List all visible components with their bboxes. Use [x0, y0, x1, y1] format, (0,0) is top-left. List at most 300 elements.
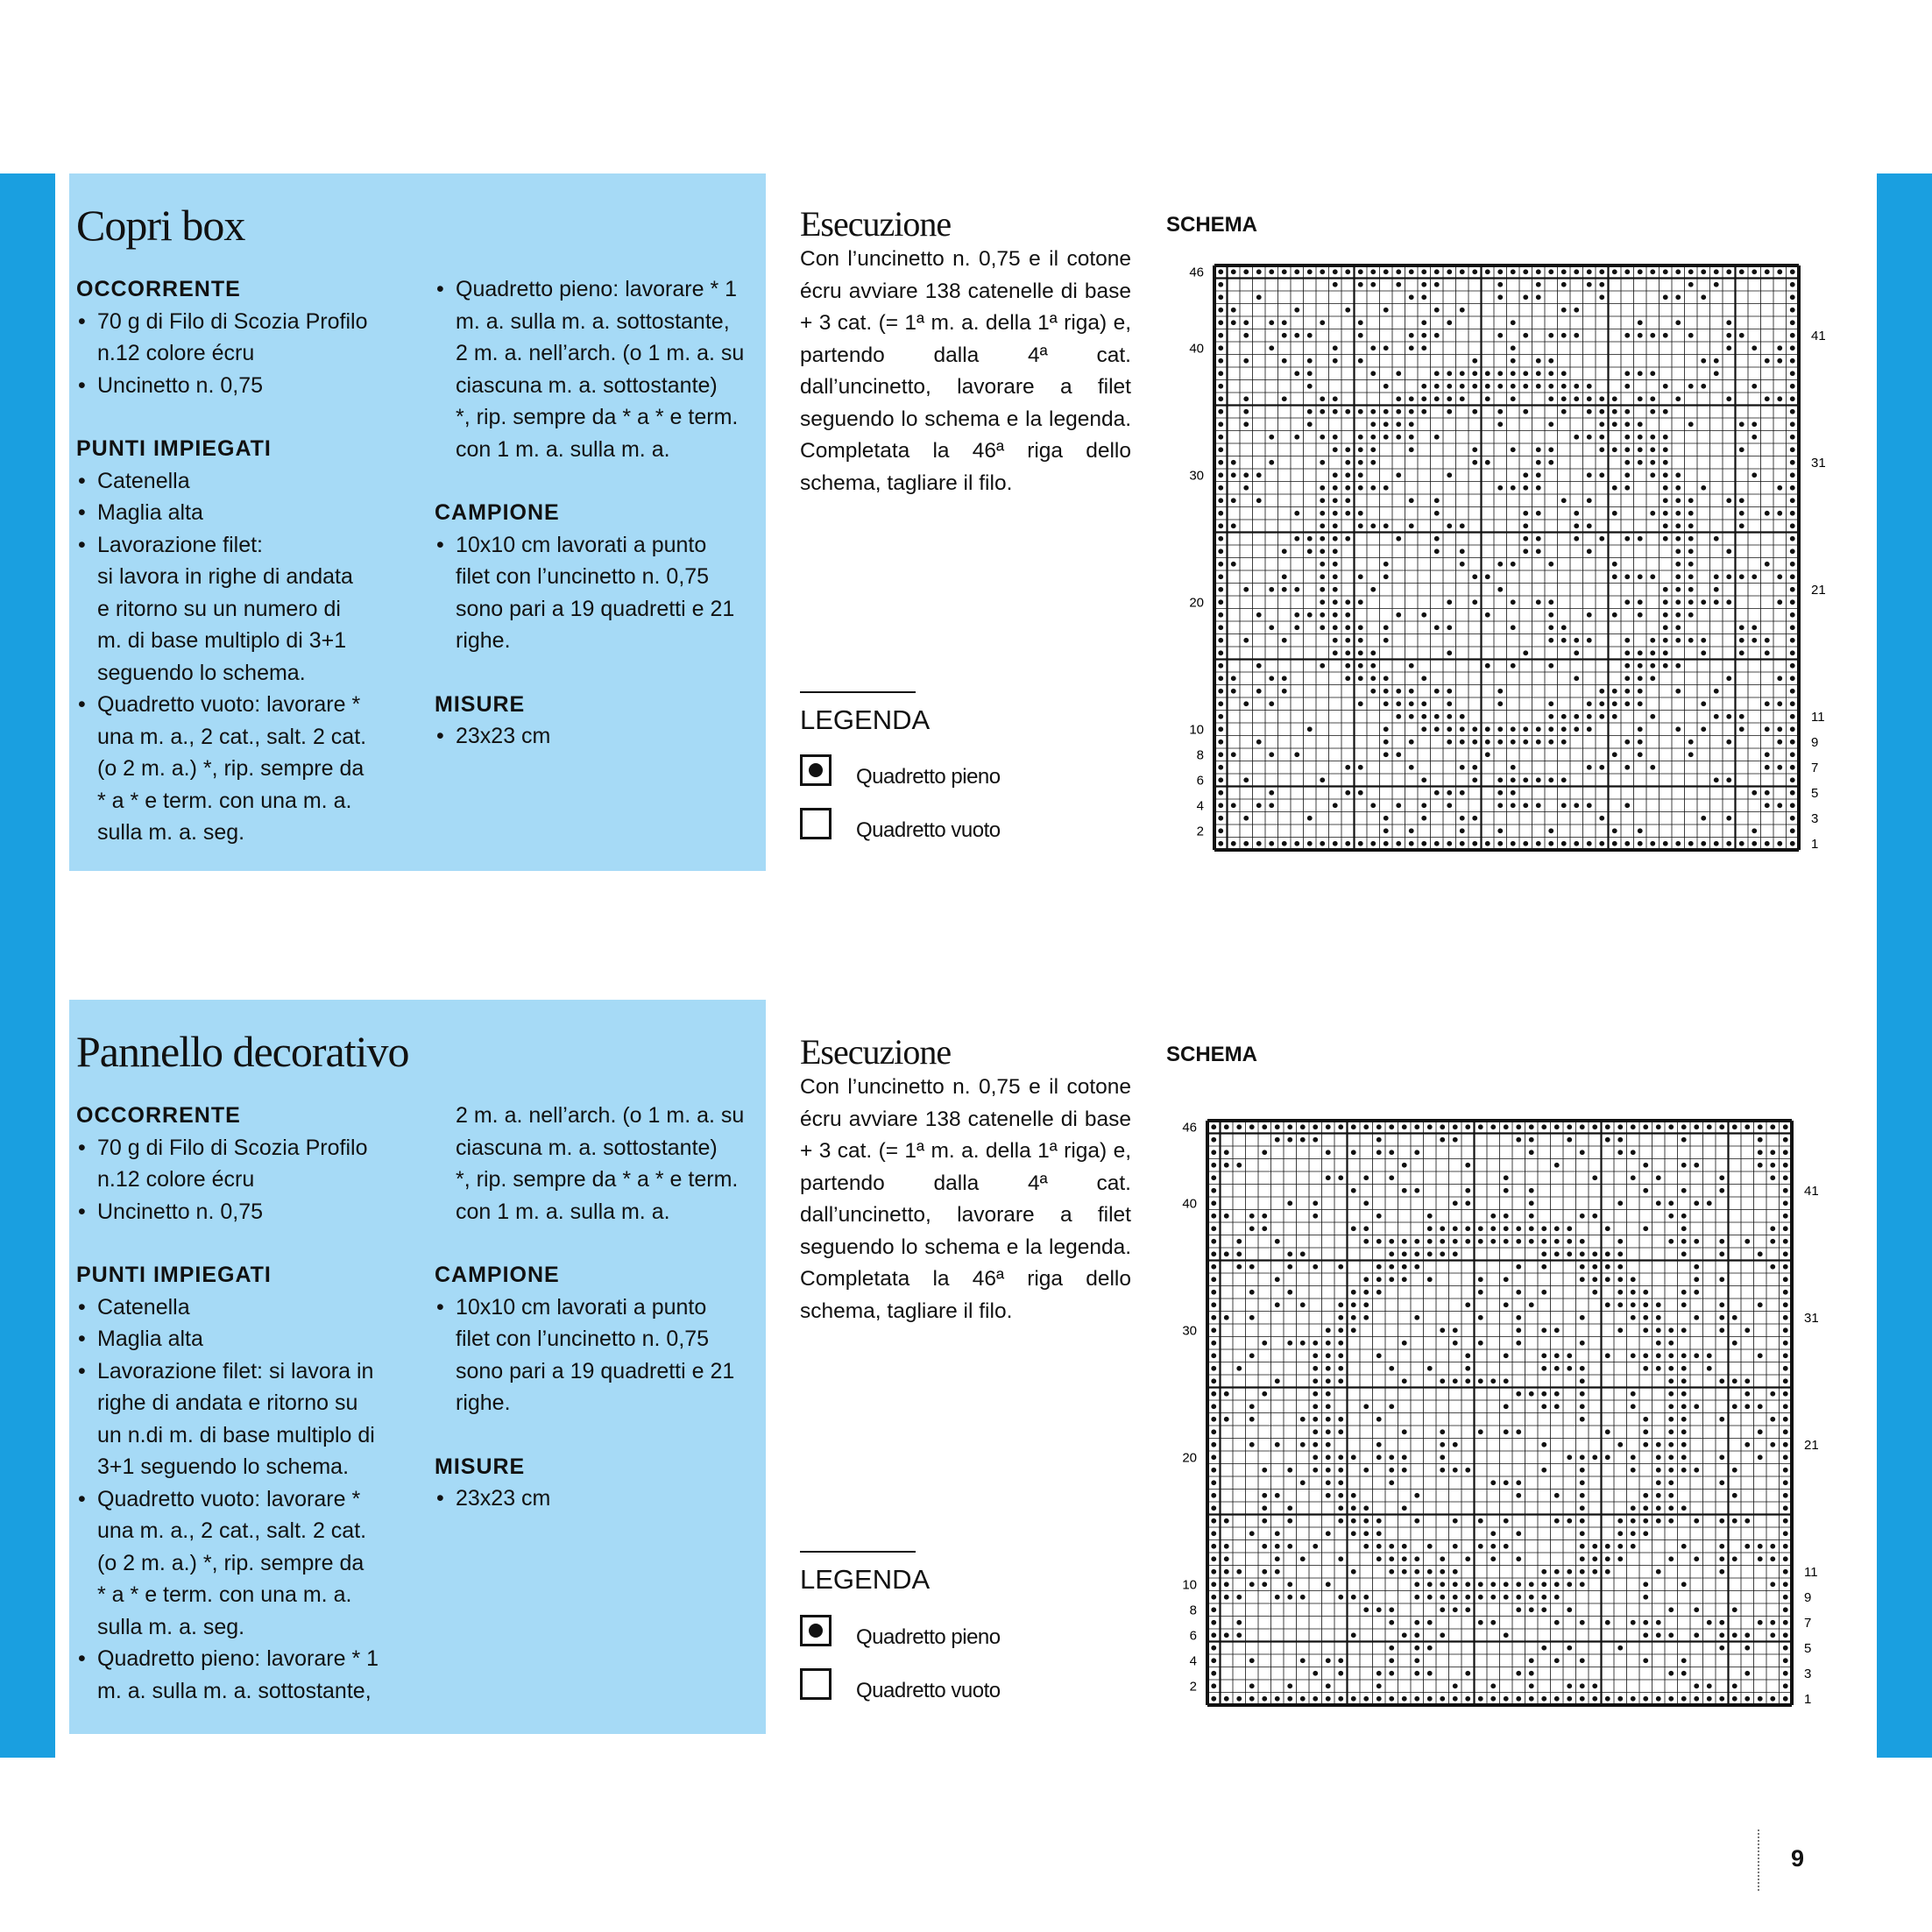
filled-square-dot [1580, 1468, 1585, 1473]
filled-square-dot [1414, 1645, 1419, 1651]
filled-square-dot [1236, 1264, 1242, 1270]
filled-square-dot [1541, 1290, 1546, 1295]
list-item: e ritorno su un numero di [97, 596, 341, 621]
filled-square-dot [1485, 460, 1490, 465]
filled-square-dot [1643, 1582, 1648, 1587]
list-item: • Uncinetto n. 0,75 [76, 1196, 409, 1228]
filled-square-dot [1790, 638, 1795, 643]
filled-square-dot [1275, 1595, 1280, 1600]
filled-square-dot [1338, 1378, 1343, 1384]
filled-square-dot [1694, 1124, 1699, 1129]
filled-square-dot [1409, 421, 1414, 427]
filled-square-dot [1414, 1569, 1419, 1575]
filled-square-dot [1396, 421, 1401, 427]
filled-square-dot [1567, 1239, 1572, 1244]
legend-empty-label-2: Quadretto vuoto [856, 1679, 1001, 1702]
filled-square-dot [1275, 1302, 1280, 1307]
filled-square-dot [1333, 638, 1338, 643]
filled-square-dot [1421, 612, 1426, 618]
filled-square-dot [1370, 803, 1376, 808]
filled-square-dot [1587, 612, 1592, 618]
filled-square-dot [1236, 1239, 1242, 1244]
filled-square-dot [1231, 320, 1236, 325]
filled-square-dot [1218, 485, 1223, 491]
filled-square-dot [1497, 371, 1503, 376]
filled-square-dot [1409, 523, 1414, 528]
filled-square-dot [1587, 498, 1592, 503]
filled-square-dot [1282, 587, 1287, 592]
filled-square-dot [1529, 1671, 1534, 1676]
row-number-label: 1 [1811, 836, 1819, 852]
filled-square-dot [1414, 1620, 1419, 1625]
filled-square-dot [1668, 1341, 1674, 1346]
filled-square-dot [1516, 1595, 1521, 1600]
filled-square-dot [1447, 803, 1452, 808]
filled-square-dot [1396, 396, 1401, 401]
filled-square-dot [1744, 1391, 1750, 1397]
filled-square-dot [1770, 1544, 1775, 1549]
filled-square-dot [1790, 320, 1795, 325]
filled-square-dot [1790, 396, 1795, 401]
filled-square-dot [1719, 1378, 1724, 1384]
filled-square-dot [1211, 1505, 1216, 1511]
filled-square-dot [1231, 498, 1236, 503]
filled-square-dot [1529, 1607, 1534, 1612]
filled-square-dot [1752, 638, 1757, 643]
filled-square-dot [1511, 562, 1516, 567]
row-number-label: 6 [1189, 1628, 1197, 1644]
filled-square-dot [1739, 447, 1744, 452]
filled-square-dot [1320, 460, 1325, 465]
filled-square-dot [1384, 841, 1389, 846]
filled-square-dot [1561, 333, 1567, 338]
filled-square-dot [1313, 1124, 1318, 1129]
filled-square-dot [1536, 485, 1541, 491]
filled-square-dot [1617, 1327, 1623, 1333]
filled-square-dot [1790, 308, 1795, 313]
filled-square-dot [1389, 1468, 1394, 1473]
filled-square-dot [1516, 1582, 1521, 1587]
filled-square-dot [1643, 1518, 1648, 1524]
filled-square-dot [1656, 1315, 1661, 1320]
filled-square-dot [1758, 1544, 1763, 1549]
filled-square-dot [1783, 1468, 1788, 1473]
filled-square-dot [1516, 1671, 1521, 1676]
filled-square-dot [1211, 1417, 1216, 1422]
filled-square-dot [1587, 396, 1592, 401]
list-item: • Catenella [76, 1292, 409, 1324]
filled-square-dot [1409, 345, 1414, 350]
spacer [76, 401, 409, 433]
filled-square-dot [1675, 396, 1681, 401]
filled-square-dot [1605, 1696, 1610, 1702]
filled-square-dot [1440, 1239, 1445, 1244]
filled-square-dot [1504, 1277, 1509, 1282]
filled-square-dot [1427, 1595, 1433, 1600]
filled-square-dot [1447, 599, 1452, 605]
filled-square-dot [1218, 701, 1223, 706]
filled-square-dot [1719, 1454, 1724, 1460]
filled-square-dot [1765, 790, 1770, 796]
filled-square-dot [1249, 1404, 1255, 1409]
filled-square-dot [1523, 740, 1528, 745]
filled-square-dot [1668, 1239, 1674, 1244]
filled-square-dot [1358, 676, 1363, 681]
filled-square-dot [1307, 421, 1313, 427]
filled-square-dot [1282, 638, 1287, 643]
filled-square-dot [1688, 384, 1694, 389]
filled-square-dot [1345, 511, 1350, 516]
section-heading: OCCORRENTE [76, 277, 241, 301]
filled-square-dot [1739, 421, 1744, 427]
filled-square-dot [1256, 740, 1262, 745]
filled-square-dot [1554, 1391, 1560, 1397]
filled-square-dot [1218, 726, 1223, 732]
filled-square-dot [1624, 371, 1630, 376]
filled-square-dot [1460, 269, 1465, 274]
filled-square-dot [1269, 587, 1274, 592]
filled-square-dot [1478, 1620, 1483, 1625]
filled-square-dot [1548, 421, 1553, 427]
filled-square-dot [1663, 485, 1668, 491]
list-item: seguendo lo schema. [97, 660, 306, 685]
filled-square-dot [1688, 511, 1694, 516]
filled-square-dot [1783, 1124, 1788, 1129]
filled-square-dot [1218, 574, 1223, 579]
filled-square-dot [1663, 460, 1668, 465]
filled-square-dot [1389, 1150, 1394, 1155]
filled-square-dot [1262, 1124, 1267, 1129]
filled-square-dot [1656, 1468, 1661, 1473]
filled-square-dot [1453, 1327, 1458, 1333]
filled-square-dot [1599, 409, 1604, 414]
filled-square-dot [1447, 409, 1452, 414]
filled-square-dot [1765, 358, 1770, 364]
filled-square-dot [1631, 1315, 1636, 1320]
filled-square-dot [1783, 1315, 1788, 1320]
filled-square-dot [1320, 435, 1325, 440]
filled-square-dot [1211, 1353, 1216, 1358]
filled-square-dot [1605, 1226, 1610, 1231]
filled-square-dot [1218, 625, 1223, 630]
schema-label-2: SCHEMA [1166, 1043, 1258, 1066]
filled-square-dot [1663, 536, 1668, 541]
filled-square-dot [1333, 536, 1338, 541]
filled-square-dot [1554, 1353, 1560, 1358]
filled-square-dot [1300, 1480, 1306, 1485]
filled-square-dot [1587, 269, 1592, 274]
filled-square-dot [1414, 1595, 1419, 1600]
filled-square-dot [1580, 1366, 1585, 1371]
row-number-label: 41 [1811, 328, 1826, 343]
filled-square-dot [1389, 1658, 1394, 1663]
row-number-label: 5 [1804, 1640, 1812, 1656]
filled-square-dot [1529, 1137, 1534, 1143]
filled-square-dot [1523, 523, 1528, 528]
filled-square-dot [1587, 765, 1592, 770]
filled-square-dot [1224, 1696, 1229, 1702]
filled-square-dot [1460, 828, 1465, 833]
filled-square-dot [1529, 1696, 1534, 1702]
filled-square-dot [1358, 358, 1363, 364]
filled-square-dot [1523, 371, 1528, 376]
filled-square-dot [1516, 1327, 1521, 1333]
filled-square-dot [1758, 1404, 1763, 1409]
filled-square-dot [1370, 345, 1376, 350]
filled-square-dot [1523, 548, 1528, 554]
filled-square-dot [1218, 752, 1223, 757]
filled-square-dot [1326, 1175, 1331, 1180]
filled-square-dot [1612, 396, 1617, 401]
filled-square-dot [1707, 1696, 1712, 1702]
filled-square-dot [1497, 790, 1503, 796]
filled-square-dot [1511, 384, 1516, 389]
row-number-label: 30 [1182, 1323, 1197, 1339]
filled-square-dot [1384, 752, 1389, 757]
filled-square-dot [1389, 1645, 1394, 1651]
filled-square-dot [1536, 511, 1541, 516]
filled-square-dot [1765, 650, 1770, 655]
filled-square-dot [1465, 1353, 1470, 1358]
filled-square-dot [1714, 269, 1719, 274]
filled-square-dot [1617, 1277, 1623, 1282]
filled-square-dot [1744, 1696, 1750, 1702]
filled-square-dot [1262, 1341, 1267, 1346]
filled-square-dot [1681, 1429, 1687, 1434]
filled-square-dot [1574, 803, 1579, 808]
filled-square-dot [1236, 1569, 1242, 1575]
filled-square-dot [1478, 1341, 1483, 1346]
filled-square-dot [1211, 1671, 1216, 1676]
filled-square-dot [1599, 841, 1604, 846]
filled-square-dot [1770, 1582, 1775, 1587]
filled-square-dot [1211, 1468, 1216, 1473]
filled-square-dot [1561, 714, 1567, 719]
filled-square-dot [1363, 1518, 1369, 1524]
filled-square-dot [1478, 1378, 1483, 1384]
filled-square-dot [1783, 1442, 1788, 1447]
filled-square-dot [1790, 511, 1795, 516]
filled-square-dot [1287, 1518, 1292, 1524]
filled-square-dot [1224, 1124, 1229, 1129]
filled-square-dot [1218, 599, 1223, 605]
filled-square-dot [1612, 574, 1617, 579]
filled-square-dot [1574, 676, 1579, 681]
filled-square-dot [1675, 663, 1681, 669]
filled-square-dot [1472, 599, 1477, 605]
filled-square-dot [1211, 1226, 1216, 1231]
filled-square-dot [1465, 1671, 1470, 1676]
filled-square-dot [1624, 841, 1630, 846]
filled-square-dot [1326, 1150, 1331, 1155]
filled-square-dot [1656, 1696, 1661, 1702]
filled-square-dot [1211, 1200, 1216, 1206]
filled-square-dot [1758, 1353, 1763, 1358]
filled-square-dot [1358, 574, 1363, 579]
filled-square-dot [1447, 523, 1452, 528]
filled-square-dot [1714, 358, 1719, 364]
filled-square-dot [1384, 421, 1389, 427]
filled-square-dot [1701, 294, 1706, 300]
row-number-label: 31 [1804, 1310, 1819, 1326]
filled-square-dot [1541, 1251, 1546, 1256]
filled-square-dot [1256, 841, 1262, 846]
filled-square-dot [1548, 562, 1553, 567]
filled-square-dot [1554, 1163, 1560, 1168]
pattern-title-2: Pannello decorativo [76, 1027, 409, 1076]
filled-square-dot [1574, 396, 1579, 401]
filled-square-dot [1345, 472, 1350, 478]
filled-square-dot [1726, 841, 1731, 846]
filled-square-dot [1516, 1531, 1521, 1536]
filled-square-dot [1396, 803, 1401, 808]
filled-square-dot [1262, 1505, 1267, 1511]
filled-square-dot [1617, 1124, 1623, 1129]
filled-square-dot [1548, 447, 1553, 452]
filled-square-dot [1218, 460, 1223, 465]
filled-square-dot [1351, 1188, 1356, 1193]
filled-square-dot [1675, 320, 1681, 325]
filled-square-dot [1554, 1518, 1560, 1524]
filled-square-dot [1351, 1290, 1356, 1295]
filled-square-dot [1656, 1442, 1661, 1447]
filled-square-dot [1376, 1264, 1382, 1270]
filled-square-dot [1663, 638, 1668, 643]
filled-square-dot [1269, 790, 1274, 796]
filled-square-dot [1440, 1556, 1445, 1561]
filled-square-dot [1243, 638, 1249, 643]
row-number-label: 21 [1804, 1437, 1819, 1453]
filled-square-dot [1675, 638, 1681, 643]
filled-square-dot [1631, 1404, 1636, 1409]
filled-square-dot [1224, 1518, 1229, 1524]
filled-square-dot [1345, 663, 1350, 669]
filled-square-dot [1624, 663, 1630, 669]
filled-square-dot [1300, 1442, 1306, 1447]
filled-square-dot [1421, 269, 1426, 274]
row-number-label: 9 [1804, 1589, 1812, 1605]
filled-square-dot [1752, 790, 1757, 796]
filled-square-dot [1396, 752, 1401, 757]
filled-square-dot [1548, 663, 1553, 669]
filled-square-dot [1326, 1417, 1331, 1422]
filled-square-dot [1231, 562, 1236, 567]
filled-square-dot [1363, 1696, 1369, 1702]
filled-square-dot [1224, 1150, 1229, 1155]
filled-square-dot [1333, 435, 1338, 440]
filled-square-dot [1434, 333, 1440, 338]
filled-square-dot [1440, 1454, 1445, 1460]
filled-square-dot [1211, 1442, 1216, 1447]
filled-square-dot [1218, 562, 1223, 567]
filled-square-dot [1490, 1556, 1496, 1561]
pattern-title-1: Copri box [76, 201, 245, 250]
filled-square-dot [1490, 1582, 1496, 1587]
filled-square-dot [1414, 1239, 1419, 1244]
filled-square-dot [1363, 1404, 1369, 1409]
filled-square-dot [1536, 358, 1541, 364]
filled-square-dot [1668, 1124, 1674, 1129]
filled-square-dot [1529, 1200, 1534, 1206]
filled-square-dot [1313, 1366, 1318, 1371]
filled-square-dot [1313, 1671, 1318, 1676]
filled-square-dot [1409, 765, 1414, 770]
filled-square-dot [1701, 599, 1706, 605]
filled-square-dot [1541, 1124, 1546, 1129]
filled-square-dot [1638, 460, 1643, 465]
filled-square-dot [1758, 1137, 1763, 1143]
filled-square-dot [1541, 1327, 1546, 1333]
filled-square-dot [1541, 1645, 1546, 1651]
filled-square-dot [1714, 689, 1719, 694]
filled-square-dot [1694, 1277, 1699, 1282]
filled-square-dot [1370, 371, 1376, 376]
filled-square-dot [1447, 689, 1452, 694]
filled-square-dot [1599, 816, 1604, 821]
filled-square-dot [1765, 752, 1770, 757]
filled-square-dot [1631, 1290, 1636, 1295]
filled-square-dot [1529, 1391, 1534, 1397]
filled-square-dot [1541, 1569, 1546, 1575]
filled-square-dot [1580, 1264, 1585, 1270]
spacer [435, 1228, 761, 1259]
filled-square-dot [1617, 1556, 1623, 1561]
filled-square-dot [1370, 676, 1376, 681]
filled-square-dot [1783, 1188, 1788, 1193]
filled-square-dot [1256, 612, 1262, 618]
filled-square-dot [1732, 1124, 1737, 1129]
filled-square-dot [1701, 841, 1706, 846]
filled-square-dot [1453, 1518, 1458, 1524]
filled-square-dot [1282, 548, 1287, 554]
filled-square-dot [1218, 345, 1223, 350]
filled-square-dot [1326, 1327, 1331, 1333]
filled-square-dot [1726, 396, 1731, 401]
filled-square-dot [1414, 1315, 1419, 1320]
filled-square-dot [1548, 740, 1553, 745]
filled-square-dot [1770, 1632, 1775, 1638]
filled-square-dot [1249, 1124, 1255, 1129]
filled-square-dot [1376, 1277, 1382, 1282]
filled-square-dot [1472, 447, 1477, 452]
filled-square-dot [1389, 1556, 1394, 1561]
filled-square-dot [1770, 1226, 1775, 1231]
filled-square-dot [1719, 1518, 1724, 1524]
filled-square-dot [1504, 1595, 1509, 1600]
filled-square-dot [1320, 574, 1325, 579]
filled-square-dot [1536, 548, 1541, 554]
filled-square-dot [1243, 269, 1249, 274]
filled-square-dot [1497, 740, 1503, 745]
filled-square-dot [1511, 625, 1516, 630]
filled-square-dot [1554, 1366, 1560, 1371]
filled-square-dot [1370, 447, 1376, 452]
filled-square-dot [1218, 269, 1223, 274]
filled-square-dot [1300, 1124, 1306, 1129]
filled-square-dot [1421, 396, 1426, 401]
filled-square-dot [1338, 1454, 1343, 1460]
filled-square-dot [1440, 1595, 1445, 1600]
filled-square-dot [1675, 599, 1681, 605]
filled-square-dot [1574, 638, 1579, 643]
filled-square-dot [1358, 599, 1363, 605]
filled-square-dot [1617, 1645, 1623, 1651]
row-number-label: 3 [1811, 810, 1819, 826]
filled-square-dot [1313, 1454, 1318, 1460]
filled-square-dot [1617, 1200, 1623, 1206]
filled-square-dot [1529, 1226, 1534, 1231]
filled-square-dot [1511, 345, 1516, 350]
